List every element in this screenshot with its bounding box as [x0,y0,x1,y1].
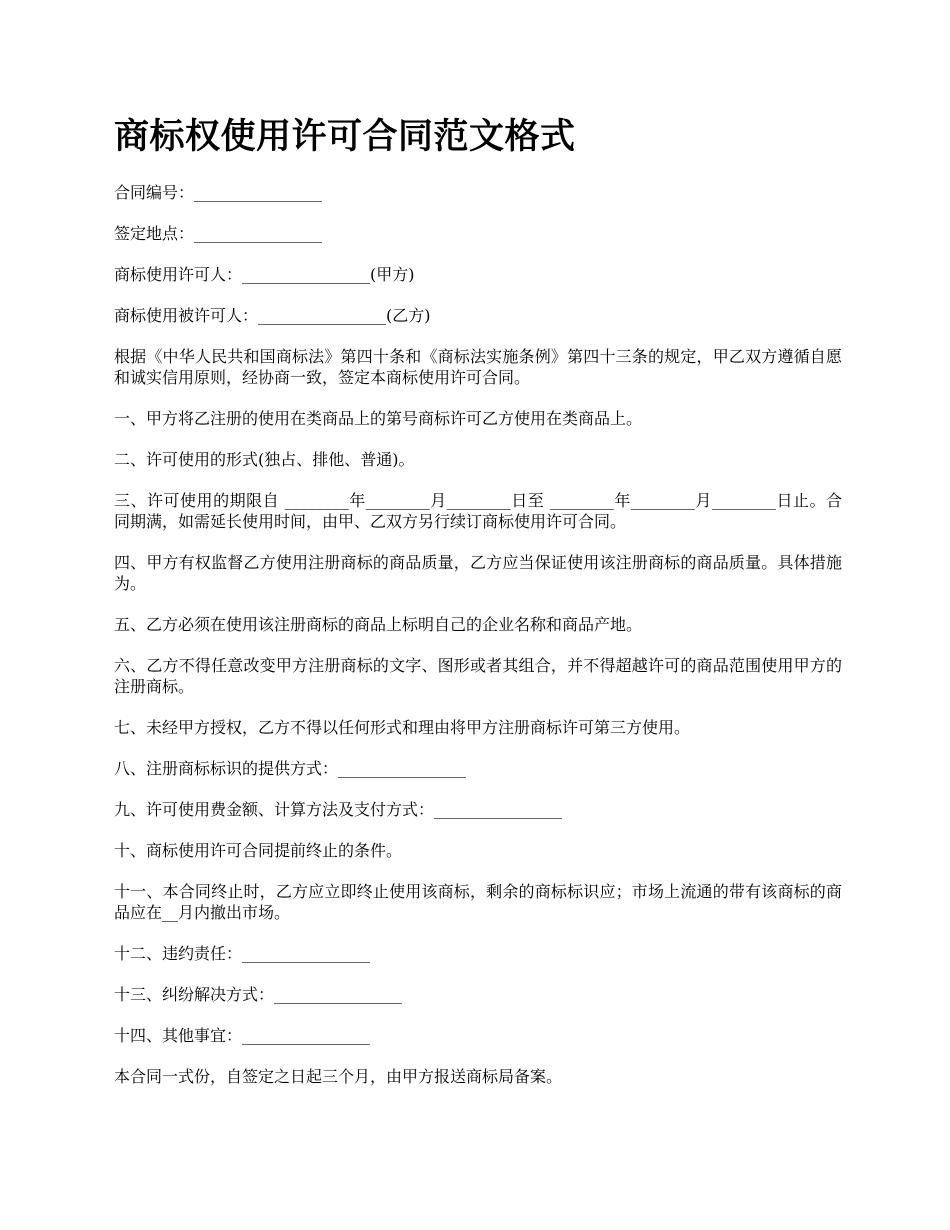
clause-7: 七、未经甲方授权，乙方不得以任何形式和理由将甲方注册商标许可第三方使用。 [114,718,691,737]
clause-12: 十二、违约责任：________________ [114,944,371,963]
clause-11: 十一、本合同终止时，乙方应立即终止使用该商标，剩余的商标标识应；市场上流通的带有该商标的商品应在__月内撤出市场。 [114,882,842,922]
document-title: 商标权使用许可合同范文格式 [114,117,576,157]
clause-6: 六、乙方不得任意改变甲方注册商标的文字、图形或者其组合，并不得超越许可的商品范围使用甲方的注册商标。 [114,656,842,696]
clause-5: 五、乙方必须在使用该注册商标的商品上标明自己的企业名称和商品产地。 [114,615,643,634]
clause-13: 十三、纠纷解决方式：________________ [114,985,403,1004]
clause-1: 一、甲方将乙注册的使用在类商品上的第号商标许可乙方使用在类商品上。 [114,409,643,428]
clause-4: 四、甲方有权监督乙方使用注册商标的商品质量，乙方应当保证使用该注册商标的商品质量。具体措施为。 [114,553,842,593]
licensor-line: 商标使用许可人：________________(甲方) [114,265,415,284]
signing-location: 签定地点：________________ [114,224,323,243]
licensee-line: 商标使用被许可人：________________(乙方) [114,306,431,325]
clause-10: 十、商标使用许可合同提前终止的条件。 [114,841,403,860]
closing-paragraph: 本合同一式份，自签定之日起三个月，由甲方报送商标局备案。 [114,1067,563,1086]
clause-8: 八、注册商标标识的提供方式：________________ [114,759,467,778]
document-page [114,112,842,1107]
contract-number: 合同编号：________________ [114,183,323,202]
clause-14: 十四、其他事宜：________________ [114,1026,371,1045]
clause-2: 二、许可使用的形式(独占、排他、普通)。 [114,450,415,469]
clause-3: 三、许可使用的期限自 ________年________月________日至 ________年________月________日止。合同期满，如需延长使用时间，由甲、乙双方另行续订商标使用许可合同。 [114,491,842,531]
clause-9: 九、许可使用费金额、计算方法及支付方式：________________ [114,800,563,819]
preamble-paragraph: 根据《中华人民共和国商标法》第四十条和《商标法实施条例》第四十三条的规定，甲乙双方遵循自愿和诚实信用原则，经协商一致，签定本商标使用许可合同。 [114,347,842,387]
